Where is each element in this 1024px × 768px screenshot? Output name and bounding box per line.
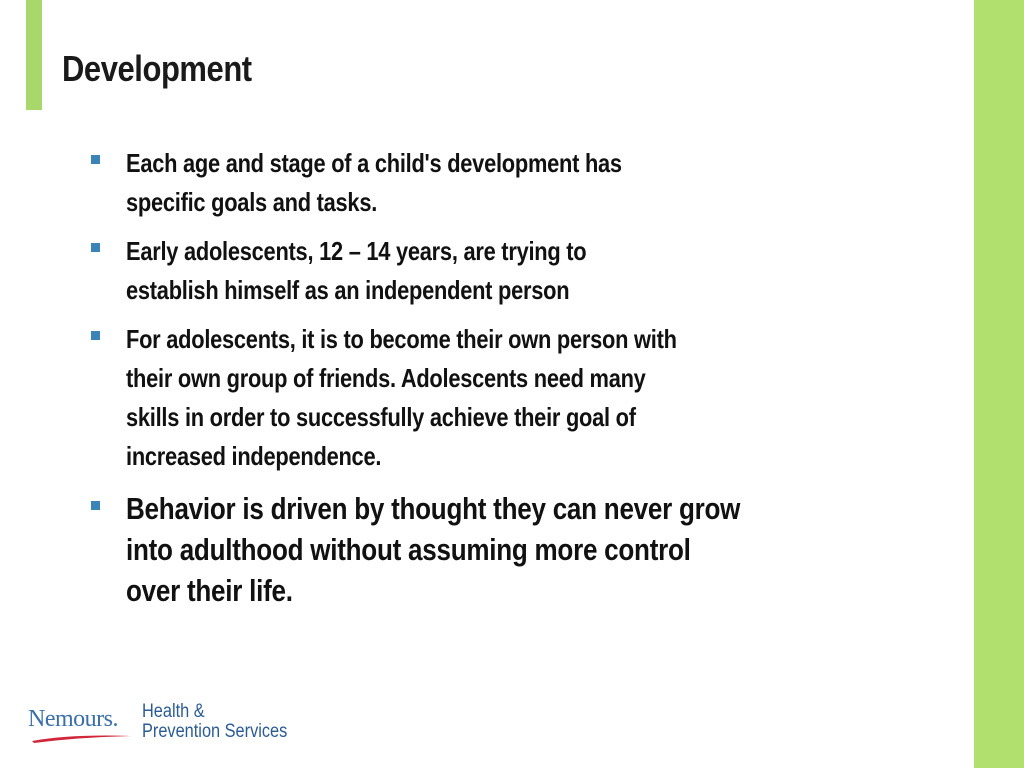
square-bullet-icon (91, 155, 100, 164)
logo-subtitle-line: Prevention Services (142, 721, 288, 742)
logo-swoosh-icon (30, 732, 134, 744)
bullet-text (126, 488, 865, 611)
bullet-line: establish himself as an independent person (126, 275, 570, 305)
bullet-line: over their life. (126, 573, 293, 608)
bullet-item (88, 488, 948, 611)
bullet-line: skills in order to successfully achieve their goal of (126, 402, 636, 432)
title-accent-bar (26, 0, 42, 110)
bullet-line: specific goals and tasks. (126, 187, 378, 217)
square-bullet-icon (91, 243, 100, 252)
logo-subtitle (142, 702, 287, 742)
square-bullet-icon (91, 331, 100, 340)
bullet-list (88, 144, 948, 621)
slide-title: Development (62, 48, 252, 89)
bullet-item (88, 320, 948, 476)
bullet-item (88, 232, 948, 310)
bullet-text (126, 144, 865, 222)
bullet-line: Each age and stage of a child's development has (126, 148, 622, 178)
bullet-line: increased independence. (126, 441, 382, 471)
nemours-logo (28, 700, 328, 746)
bullet-line: Behavior is driven by thought they can never grow (126, 491, 741, 526)
bullet-line: into adulthood without assuming more control (126, 532, 691, 567)
bullet-line: their own group of friends. Adolescents need many (126, 363, 646, 393)
bullet-line: For adolescents, it is to become their own person with (126, 324, 677, 354)
logo-subtitle-line: Health & (142, 701, 205, 722)
bullet-item (88, 144, 948, 222)
bullet-line: Early adolescents, 12 – 14 years, are trying to (126, 236, 587, 266)
bullet-text (126, 320, 865, 476)
logo-wordmark: Nemours. (28, 706, 118, 732)
right-decorative-band (974, 0, 1024, 768)
square-bullet-icon (91, 501, 100, 510)
bullet-text (126, 232, 865, 310)
